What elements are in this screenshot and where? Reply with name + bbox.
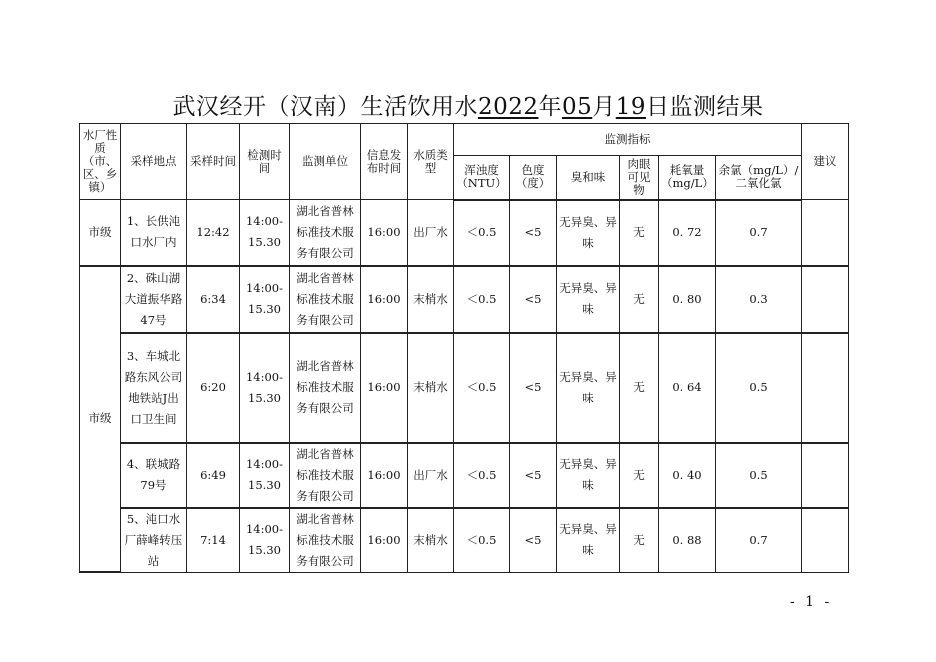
cell-test-time: 14:00-15.30 xyxy=(240,443,290,508)
cell-visible: 无 xyxy=(620,443,659,508)
cell-visible: 无 xyxy=(620,508,659,573)
cell-publish-time: 16:00 xyxy=(361,443,408,508)
header-sample-time: 采样时间 xyxy=(187,124,240,200)
cell-visible: 无 xyxy=(620,266,659,333)
header-suggestion: 建议 xyxy=(802,124,849,200)
cell-chlorine: 0.5 xyxy=(716,443,802,508)
cell-water-type: 出厂水 xyxy=(408,443,454,508)
cell-water-type: 末梢水 xyxy=(408,333,454,443)
cell-water-type: 末梢水 xyxy=(408,266,454,333)
header-visible: 肉眼可见物 xyxy=(620,156,659,200)
cell-turbidity: ＜0.5 xyxy=(454,443,510,508)
cell-suggestion xyxy=(802,443,849,508)
header-water-type: 水质类型 xyxy=(408,124,454,200)
cell-sample-time: 6:34 xyxy=(187,266,240,333)
cell-turbidity: ＜0.5 xyxy=(454,333,510,443)
table-row xyxy=(80,333,849,443)
header-oxygen: 耗氧量（mg/L） xyxy=(659,156,716,200)
header-unit: 监测单位 xyxy=(290,124,361,200)
page-number: - 1 - xyxy=(790,594,833,610)
header-chlorine: 余氯（mg/L）/二氧化氯 xyxy=(716,156,802,200)
cell-publish-time: 16:00 xyxy=(361,333,408,443)
cell-suggestion xyxy=(802,266,849,333)
cell-color: <5 xyxy=(510,200,557,266)
cell-odor: 无异臭、异味 xyxy=(557,508,620,573)
cell-oxygen: 0. 88 xyxy=(659,508,716,573)
cell-unit: 湖北省普林标准技术服务有限公司 xyxy=(290,200,361,266)
cell-odor: 无异臭、异味 xyxy=(557,200,620,266)
cell-unit: 湖北省普林标准技术服务有限公司 xyxy=(290,508,361,573)
cell-chlorine: 0.3 xyxy=(716,266,802,333)
cell-publish-time: 16:00 xyxy=(361,266,408,333)
cell-oxygen: 0. 72 xyxy=(659,200,716,266)
cell-water-type: 出厂水 xyxy=(408,200,454,266)
table-row xyxy=(80,508,849,573)
cell-chlorine: 0.5 xyxy=(716,333,802,443)
cell-test-time: 14:00-15.30 xyxy=(240,333,290,443)
table-row xyxy=(80,266,849,333)
cell-chlorine: 0.7 xyxy=(716,508,802,573)
cell-unit: 湖北省普林标准技术服务有限公司 xyxy=(290,333,361,443)
table-row xyxy=(80,200,849,266)
cell-test-time: 14:00-15.30 xyxy=(240,200,290,266)
cell-oxygen: 0. 64 xyxy=(659,333,716,443)
cell-water-type: 末梢水 xyxy=(408,508,454,573)
cell-sample-time: 12:42 xyxy=(187,200,240,266)
cell-odor: 无异臭、异味 xyxy=(557,266,620,333)
cell-color: <5 xyxy=(510,443,557,508)
cell-publish-time: 16:00 xyxy=(361,200,408,266)
cell-location: 5、沌口水厂薛峰转压站 xyxy=(121,508,187,573)
cell-turbidity: ＜0.5 xyxy=(454,266,510,333)
cell-location: 4、联城路79号 xyxy=(121,443,187,508)
cell-sample-time: 6:20 xyxy=(187,333,240,443)
cell-visible: 无 xyxy=(620,200,659,266)
page-title: 武汉经开（汉南）生活饮用水2022年05月19日监测结果 xyxy=(172,94,764,120)
cell-odor: 无异臭、异味 xyxy=(557,443,620,508)
cell-turbidity: ＜0.5 xyxy=(454,200,510,266)
cell-level: 市级 xyxy=(80,266,121,573)
header-color: 色度（度） xyxy=(510,156,557,200)
cell-visible: 无 xyxy=(620,333,659,443)
cell-turbidity: ＜0.5 xyxy=(454,508,510,573)
header-odor: 臭和味 xyxy=(557,156,620,200)
header-turbidity: 浑浊度（NTU） xyxy=(454,156,510,200)
header-test-time: 检测时间 xyxy=(240,124,290,200)
cell-oxygen: 0. 80 xyxy=(659,266,716,333)
cell-sample-time: 6:49 xyxy=(187,443,240,508)
cell-suggestion xyxy=(802,333,849,443)
cell-oxygen: 0. 40 xyxy=(659,443,716,508)
cell-location: 1、长供沌口水厂内 xyxy=(121,200,187,266)
cell-location: 3、车城北路东风公司地铁站J出口卫生间 xyxy=(121,333,187,443)
cell-color: <5 xyxy=(510,508,557,573)
cell-unit: 湖北省普林标准技术服务有限公司 xyxy=(290,443,361,508)
cell-level: 市级 xyxy=(80,200,121,266)
cell-suggestion xyxy=(802,200,849,266)
cell-location: 2、硃山湖大道振华路47号 xyxy=(121,266,187,333)
header-indicators: 监测指标 xyxy=(454,124,802,156)
header-publish-time: 信息发布时间 xyxy=(361,124,408,200)
monitoring-table xyxy=(79,123,849,573)
header-location: 采样地点 xyxy=(121,124,187,200)
cell-publish-time: 16:00 xyxy=(361,508,408,573)
cell-odor: 无异臭、异味 xyxy=(557,333,620,443)
cell-test-time: 14:00-15.30 xyxy=(240,508,290,573)
cell-test-time: 14:00-15.30 xyxy=(240,266,290,333)
cell-sample-time: 7:14 xyxy=(187,508,240,573)
cell-chlorine: 0.7 xyxy=(716,200,802,266)
cell-color: <5 xyxy=(510,266,557,333)
table-row xyxy=(80,443,849,508)
cell-unit: 湖北省普林标准技术服务有限公司 xyxy=(290,266,361,333)
cell-suggestion xyxy=(802,508,849,573)
header-level: 水厂性质（市、区、乡镇） xyxy=(80,124,121,200)
cell-color: <5 xyxy=(510,333,557,443)
